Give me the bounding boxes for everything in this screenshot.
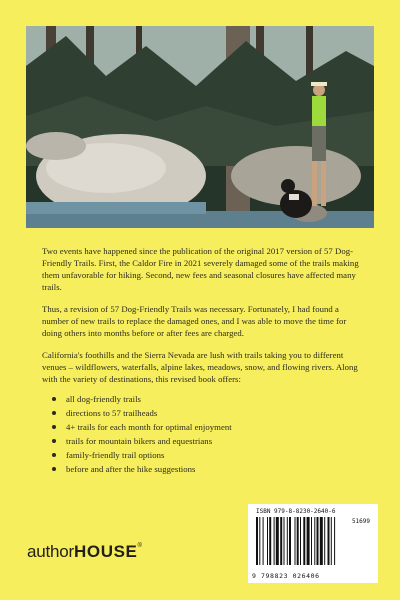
list-item: trails for mountain bikers and equestrians <box>52 435 362 447</box>
publisher-name-author: author <box>27 542 75 561</box>
isbn-number: ISBN 979-8-8230-2640-6 <box>256 508 336 515</box>
list-item: 4+ trails for each month for optimal enjoyment <box>52 421 362 433</box>
price-code: 51699 <box>351 518 370 525</box>
paragraph-3: California's foothills and the Sierra Nevada are lush with trails taking you to different venues – wildflowers, waterfalls, alpine lakes, meadows, snow, and flowing rivers. Along with the variety of destinations, this revised book offers: <box>42 350 358 384</box>
barcode-bars <box>256 517 370 569</box>
feature-list <box>42 393 362 475</box>
list-item: before and after the hike suggestions <box>52 463 362 475</box>
publisher-logo <box>27 542 142 562</box>
registered-mark: ® <box>137 543 142 549</box>
cover-photo <box>26 26 374 228</box>
list-item: directions to 57 trailheads <box>52 407 362 419</box>
list-item: all dog-friendly trails <box>52 393 362 405</box>
paragraph-1: Two events have happened since the publication of the original 2017 version of 57 Dog-Friendly Trails. First, the Caldor Fire in 2021 severely damaged some of the trails making them unfavorable for hiking. Second, new fees and seasonal closures have affected many trails. <box>42 246 359 292</box>
list-item: family-friendly trail options <box>52 449 362 461</box>
isbn-barcode <box>248 504 378 583</box>
paragraph-2: Thus, a revision of 57 Dog-Friendly Trails was necessary. Fortunately, I had found a number of new trails to replace the damaged ones, and I was able to move the time for doing others into months before or after fees are charged. <box>42 304 347 338</box>
trail-photo-illustration <box>26 26 374 228</box>
ean-number: 9 798823 026406 <box>252 572 320 580</box>
publisher-name-house: HOUSE <box>74 542 138 561</box>
back-cover-description <box>42 245 362 477</box>
